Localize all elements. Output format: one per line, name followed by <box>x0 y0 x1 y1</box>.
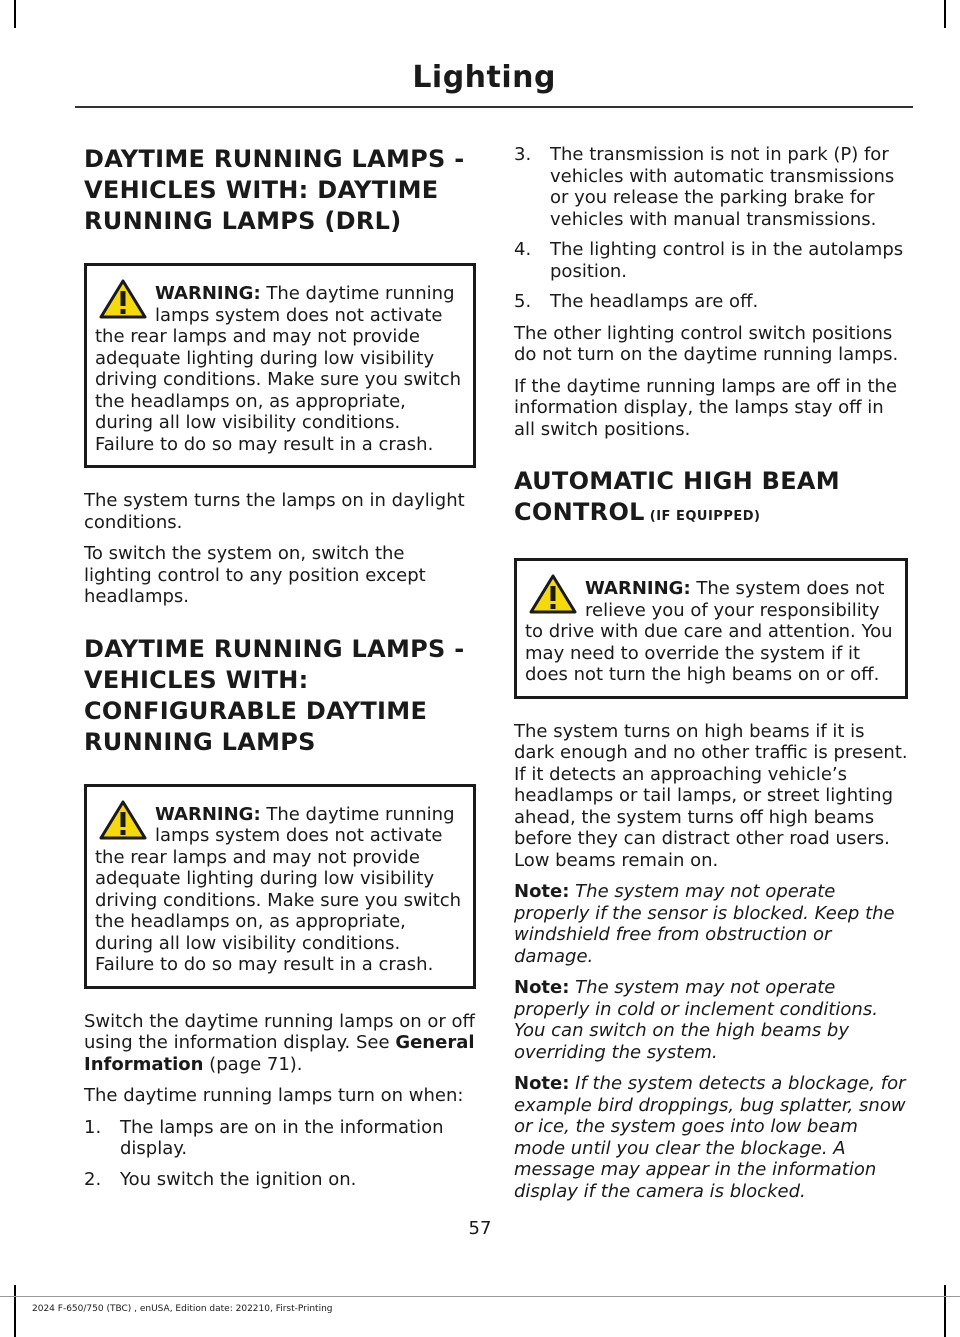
note-label: Note: <box>514 977 570 998</box>
warning-text: The daytime running lamps system does not activate the rear lamps and may not provide adequate lighting during low visibility driving conditions. Make sure you switch the headlamps on, as appropriate, during all low visibility conditions. Failure to do so may result in a crash. <box>95 283 462 455</box>
note <box>514 881 908 967</box>
note-text: The system may not operate properly in cold or inclement conditions. You can switch on the high beams by overriding the system. <box>514 977 878 1063</box>
heading-text: AUTOMATIC HIGH BEAM CONTROL <box>514 467 840 526</box>
warning-triangle-icon <box>99 279 147 319</box>
header-rule <box>75 106 913 108</box>
paragraph: If the daytime running lamps are off in the information display, the lamps stay off in all switch positions. <box>514 375 898 440</box>
paragraph: The system turns on high beams if it is dark enough and no other traffic is present. If it detects an approaching vehicle’s headlamps or tail lamps, or street lighting ahead, the system turns off high beams before they can distract other road users. Low beams remain on. <box>514 720 908 871</box>
note-label: Note: <box>514 881 570 902</box>
page-number: 57 <box>468 1218 492 1239</box>
list-number: 4. <box>514 239 532 260</box>
left-column <box>84 144 476 1200</box>
warning-triangle-icon <box>529 574 577 614</box>
warning-box-high-beam <box>514 558 908 699</box>
crop-mark-top-right-v <box>944 0 946 28</box>
section-heading-configurable-drl: DAYTIME RUNNING LAMPS - VEHICLES WITH: CONFIGURABLE DAYTIME RUNNING LAMPS <box>84 634 465 756</box>
note-label: Note: <box>514 1073 570 1094</box>
heading-suffix: (IF EQUIPPED) <box>644 509 761 524</box>
list-number: 3. <box>514 144 532 165</box>
footer-rule <box>0 1296 960 1297</box>
list-item <box>84 1169 476 1191</box>
list-number: 1. <box>84 1116 102 1138</box>
list-item <box>84 1117 476 1160</box>
cross-reference-link[interactable]: General Information <box>84 1032 475 1075</box>
warning-label: WARNING: <box>155 283 261 304</box>
note-text: If the system detects a blockage, for example bird droppings, bug splatter, snow or ice, the system goes into low beam mode until you clear the blockage. A message may appear in the information display if the camera is blocked. <box>514 1073 906 1202</box>
warning-text: The system does not relieve you of your responsibility to drive with due care and attention. You may need to override the system if it does not turn the high beams on or off. <box>525 578 893 685</box>
numbered-list <box>84 1117 476 1191</box>
paragraph-text: Switch the daytime running lamps on or off using the information display. See <box>84 1010 475 1053</box>
list-text: The transmission is not in park (P) for vehicles with automatic transmissions or you release the parking brake for vehicles with manual transmissions. <box>550 144 895 230</box>
note <box>514 977 908 1063</box>
list-text: The lighting control is in the autolamps position. <box>550 239 904 282</box>
section-heading-high-beam <box>514 466 908 532</box>
right-column <box>514 144 908 1212</box>
warning-text: The daytime running lamps system does not activate the rear lamps and may not provide adequate lighting during low visibility driving conditions. Make sure you switch the headlamps on, as appropriate, during all low visibility conditions. Failure to do so may result in a crash. <box>95 803 462 975</box>
paragraph: The system turns the lamps on in daylight conditions. <box>84 490 465 533</box>
section-heading-drl: DAYTIME RUNNING LAMPS - VEHICLES WITH: DAYTIME RUNNING LAMPS (DRL) <box>84 145 465 235</box>
list-number: 5. <box>514 291 532 312</box>
list-text: The headlamps are off. <box>550 291 759 312</box>
list-number: 2. <box>84 1168 102 1190</box>
note <box>514 1073 908 1202</box>
warning-label: WARNING: <box>585 578 691 599</box>
warning-triangle-icon <box>99 800 147 840</box>
paragraph: The daytime running lamps turn on when: <box>84 1085 464 1106</box>
paragraph: To switch the system on, switch the lighting control to any position except headlamps. <box>84 543 426 607</box>
paragraph <box>84 1011 476 1076</box>
crop-mark-bottom-right-v <box>944 1285 946 1337</box>
crop-mark-top-left-v <box>14 0 16 28</box>
list-text: You switch the ignition on. <box>120 1168 357 1190</box>
warning-box-drl <box>84 263 476 468</box>
crop-mark-bottom-left-v <box>14 1285 16 1337</box>
warning-box-configurable-drl <box>84 784 476 989</box>
footer-edition: 2024 F-650/750 (TBC) , enUSA, Edition date: 202210, First-Printing <box>32 1304 333 1314</box>
list-item <box>514 144 908 230</box>
numbered-list <box>514 144 908 313</box>
page-reference: (page 71). <box>203 1053 303 1075</box>
paragraph: The other lighting control switch positions do not turn on the daytime running lamps. <box>514 322 899 365</box>
page-title: Lighting <box>412 60 556 95</box>
list-item <box>514 239 908 282</box>
list-text: The lamps are on in the information display. <box>120 1116 444 1159</box>
note-text: The system may not operate properly if the sensor is blocked. Keep the windshield free from obstruction or damage. <box>514 881 895 967</box>
warning-label: WARNING: <box>155 803 261 825</box>
list-item <box>514 291 908 313</box>
